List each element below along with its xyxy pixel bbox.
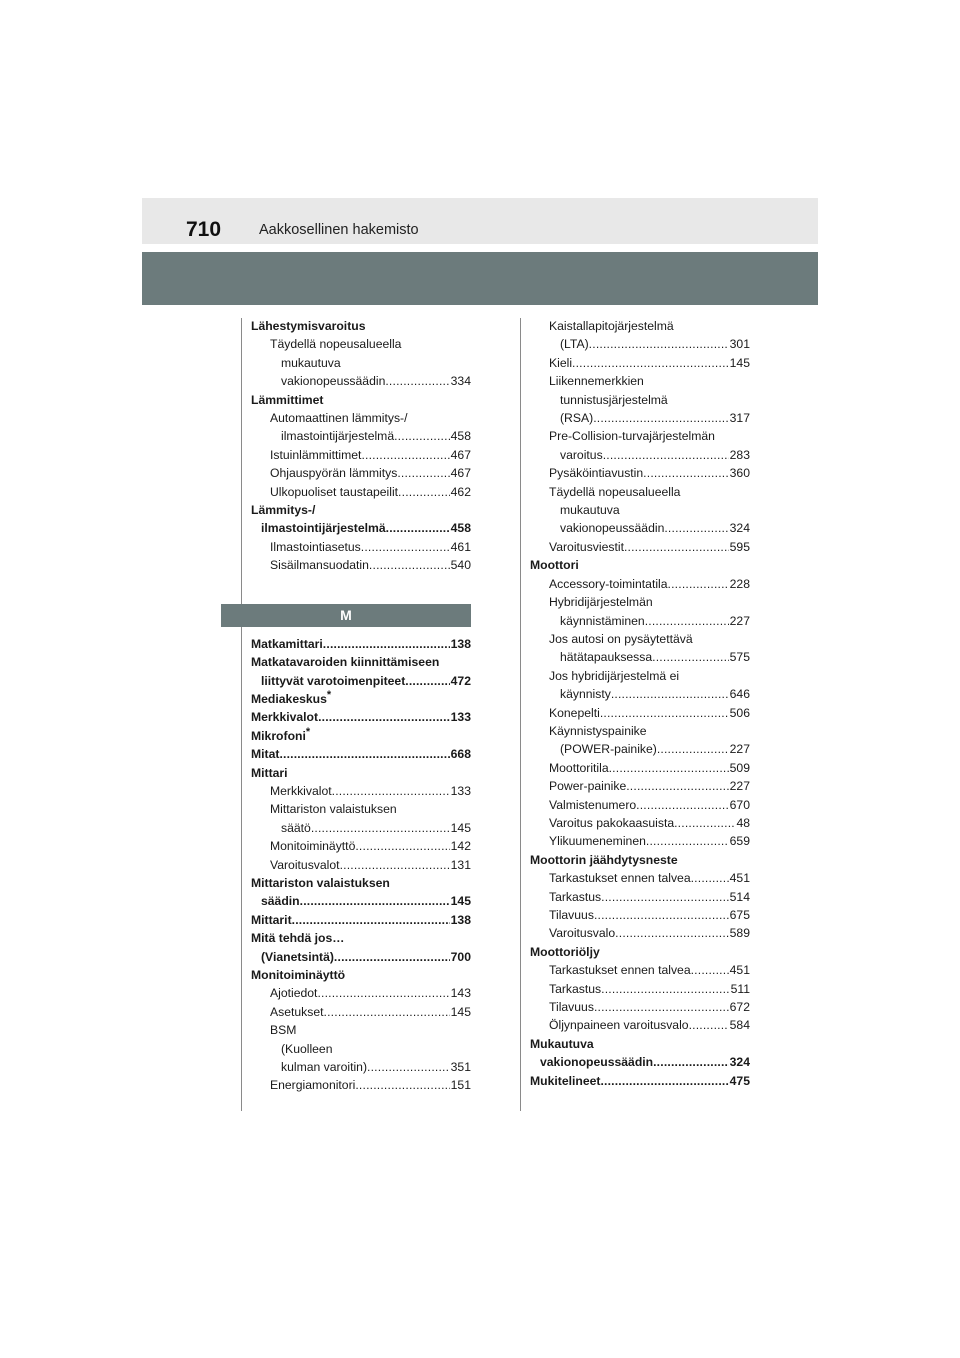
index-subentry: Mittariston valaistuksen <box>270 802 397 817</box>
index-entry[interactable]: Matkamittari . . . 138 <box>251 635 471 653</box>
index-entry[interactable]: Energiamonitori . . . 151 <box>251 1076 471 1094</box>
page-ref: 509 <box>729 760 750 775</box>
page-ref: 145 <box>729 355 750 370</box>
index-heading: Mediakeskus* <box>251 688 332 706</box>
page-ref: 451 <box>729 963 750 978</box>
page-ref: 670 <box>729 797 750 812</box>
page-ref: 334 <box>450 374 471 389</box>
page-number: 710 <box>186 218 222 241</box>
index-entry[interactable]: (POWER-painike) . . . 227 <box>530 740 750 758</box>
page-ref: 475 <box>729 1073 750 1088</box>
index-entry[interactable]: Tarkastus . . . 511 <box>530 980 750 998</box>
index-column-left <box>251 317 471 1095</box>
index-subentry: Käynnistyspainike <box>549 723 647 738</box>
index-entry[interactable]: Istuinlämmittimet . . . 467 <box>251 446 471 464</box>
page-ref: 151 <box>450 1078 471 1093</box>
index-entry[interactable]: Öljynpaineen varoitusvalo . . . 584 <box>530 1016 750 1034</box>
page-ref: 700 <box>450 949 471 964</box>
index-subentry: Täydellä nopeusalueella <box>270 337 402 352</box>
page-ref: 461 <box>450 539 471 554</box>
page-ref: 462 <box>450 484 471 499</box>
page-ref: 142 <box>450 839 471 854</box>
index-subentry: Kaistallapitojärjestelmä <box>549 319 674 333</box>
index-subentry: tunnistusjärjestelmä <box>560 392 668 407</box>
page-ref: 467 <box>450 447 471 462</box>
index-heading: Moottori <box>530 558 579 573</box>
page-ref: 360 <box>729 466 750 481</box>
index-entry[interactable]: Varoitus pakokaasuista . . . 48 <box>530 814 750 832</box>
page-ref: 451 <box>729 871 750 886</box>
page-ref: 646 <box>729 687 750 702</box>
index-entry[interactable]: Tarkastus . . . 514 <box>530 888 750 906</box>
index-heading: Lähestymisvaroitus <box>251 319 366 333</box>
page-ref: 138 <box>450 912 471 927</box>
letter-label: M <box>340 606 352 623</box>
page-ref: 131 <box>450 857 471 872</box>
index-entry[interactable]: Tilavuus . . . 675 <box>530 906 750 924</box>
page-ref: 675 <box>729 908 750 922</box>
page-ref: 48 <box>736 815 750 830</box>
index-heading: Lämmitys-/ <box>251 503 316 518</box>
page-ref: 672 <box>729 1000 750 1015</box>
index-entry[interactable]: Tarkastukset ennen talvea . . . 451 <box>530 961 750 979</box>
page-ref: 133 <box>450 783 471 798</box>
index-subentry: mukautuva <box>560 503 620 518</box>
page-ref: 575 <box>729 650 750 665</box>
column-divider-right <box>520 318 521 1111</box>
index-heading: Mittari <box>251 765 288 780</box>
index-entry[interactable]: Tilavuus . . . 672 <box>530 998 750 1016</box>
asterisk-mark: * <box>326 688 332 701</box>
page-ref: 301 <box>729 337 750 352</box>
index-entry[interactable]: säädin . . . 145 <box>251 892 471 910</box>
index-entry[interactable]: Kieli . . . 145 <box>530 354 750 372</box>
index-heading: Matkatavaroiden kiinnittämiseen <box>251 655 440 670</box>
header-bar <box>142 198 818 244</box>
index-entry[interactable]: Ulkopuoliset taustapeilit . . . 462 <box>251 483 471 501</box>
index-entry[interactable]: ilmastointijärjestelmä . . . 458 <box>251 427 471 445</box>
section-title: Aakkosellinen hakemisto <box>259 222 419 238</box>
page-ref: 458 <box>450 521 471 536</box>
page-ref: 668 <box>450 747 471 762</box>
letter-divider-m <box>221 604 471 627</box>
index-entry[interactable]: Power-painike . . . 227 <box>530 777 750 795</box>
index-entry[interactable]: Valmistenumero . . . 670 <box>530 796 750 814</box>
column-divider-left <box>241 318 242 1111</box>
index-entry[interactable]: Merkkivalot . . . 133 <box>251 782 471 800</box>
index-entry[interactable]: käynnisty . . . 646 <box>530 685 750 703</box>
index-entry[interactable]: Tarkastukset ennen talvea . . . 451 <box>530 869 750 887</box>
index-entry[interactable]: säätö . . . 145 <box>251 819 471 837</box>
index-subentry: Täydellä nopeusalueella <box>549 484 681 499</box>
index-entry[interactable]: Ajotiedot . . . 143 <box>251 984 471 1002</box>
index-entry[interactable]: Mittarit . . . 138 <box>251 911 471 929</box>
page-ref: 595 <box>729 539 750 554</box>
index-entry[interactable]: Ylikuumeneminen . . . 659 <box>530 832 750 850</box>
page-ref: 227 <box>729 613 750 628</box>
page-ref: 659 <box>729 834 750 849</box>
index-entry[interactable]: (Vianetsintä) . . . 700 <box>251 948 471 966</box>
page-ref: 227 <box>729 779 750 794</box>
page-ref: 467 <box>450 466 471 481</box>
index-entry[interactable]: (RSA) . . . 317 <box>530 409 750 427</box>
index-entry[interactable]: ilmastointijärjestelmä . . . 458 <box>251 519 471 537</box>
index-subentry: mukautuva <box>281 355 341 370</box>
index-subentry: Jos hybridijärjestelmä ei <box>549 668 680 683</box>
index-entry[interactable]: vakionopeussäädin . . . 334 <box>251 372 471 390</box>
index-entry[interactable]: Monitoiminäyttö . . . 142 <box>251 837 471 855</box>
page-ref: 540 <box>450 558 471 573</box>
index-heading: Moottorin jäähdytysneste <box>530 852 678 867</box>
index-subentry: (Kuolleen <box>281 1041 333 1056</box>
index-heading: Mukautuva <box>530 1036 594 1051</box>
page-ref: 351 <box>450 1060 471 1075</box>
page-ref: 584 <box>729 1018 750 1033</box>
page-ref: 145 <box>450 1004 471 1019</box>
index-heading: Mittariston valaistuksen <box>251 875 390 890</box>
index-entry[interactable]: hätätapauksessa . . . 575 <box>530 648 750 666</box>
index-entry[interactable]: vakionopeussäädin . . . 324 <box>530 1053 750 1071</box>
index-entry[interactable]: Varoitusvalot . . . 131 <box>251 856 471 874</box>
index-column-right <box>530 317 750 1090</box>
index-heading: Mitä tehdä jos… <box>251 931 345 946</box>
page-ref: 227 <box>729 742 750 757</box>
index-heading: Moottoriöljy <box>530 944 600 959</box>
index-entry[interactable]: varoitus . . . 283 <box>530 446 750 464</box>
index-subentry: Liikennemerkkien <box>549 374 644 389</box>
index-subentry: Jos autosi on pysäytettävä <box>549 631 693 646</box>
page-ref: 514 <box>729 889 750 904</box>
asterisk-mark: * <box>305 725 311 738</box>
page-ref: 317 <box>729 411 750 426</box>
index-entry[interactable]: (LTA) . . . 301 <box>530 335 750 353</box>
page-ref: 283 <box>729 447 750 462</box>
index-heading: Lämmittimet <box>251 392 324 407</box>
index-entry[interactable]: vakionopeussäädin . . . 324 <box>530 519 750 537</box>
index-entry[interactable]: Ilmastointiasetus . . . 461 <box>251 538 471 556</box>
page-ref: 145 <box>450 894 471 909</box>
page-ref: 138 <box>450 636 471 651</box>
index-entry[interactable]: Accessory-toimintatila . . . 228 <box>530 575 750 593</box>
index-subentry: BSM <box>270 1023 297 1038</box>
page-ref: 458 <box>450 429 471 444</box>
page-ref: 145 <box>450 820 471 835</box>
index-entry[interactable]: Asetukset . . . 145 <box>251 1003 471 1021</box>
page-ref: 506 <box>729 705 750 720</box>
index-entry[interactable]: käynnistäminen . . . 227 <box>530 612 750 630</box>
index-entry[interactable]: Ohjauspyörän lämmitys . . . 467 <box>251 464 471 482</box>
index-subentry: Automaattinen lämmitys-/ <box>270 411 408 426</box>
index-heading: Mikrofoni* <box>251 725 311 743</box>
index-entry[interactable]: kulman varoitin) . . . 351 <box>251 1058 471 1076</box>
page-ref: 324 <box>729 1055 750 1070</box>
index-heading: Monitoiminäyttö <box>251 968 346 982</box>
index-entry[interactable]: liittyvät varotoimenpiteet . . . 472 <box>251 672 471 690</box>
index-subentry: Pre-Collision-turvajärjestelmän <box>549 429 715 444</box>
page-ref: 589 <box>729 926 750 941</box>
index-entry[interactable]: Konepelti . . . 506 <box>530 704 750 722</box>
index-entry[interactable]: Varoitusviestit . . . 595 <box>530 538 750 556</box>
page-ref: 324 <box>729 521 750 536</box>
page-ref: 511 <box>730 981 750 996</box>
page-ref: 133 <box>450 710 471 725</box>
page-ref: 143 <box>450 986 471 1001</box>
index-entry[interactable]: Mukitelineet . . . 475 <box>530 1072 750 1090</box>
index-entry[interactable]: Merkkivalot . . . 133 <box>251 708 471 726</box>
page-ref: 472 <box>450 673 471 688</box>
index-entry[interactable]: Mitat . . . 668 <box>251 745 471 763</box>
index-entry[interactable]: Pysäköintiavustin . . . 360 <box>530 464 750 482</box>
index-entry[interactable]: Sisäilmansuodatin . . . 540 <box>251 556 471 574</box>
index-entry[interactable]: Moottoritila . . . 509 <box>530 759 750 777</box>
header-band <box>142 252 818 305</box>
index-subentry: Hybridijärjestelmän <box>549 595 653 610</box>
page-ref: 228 <box>729 576 750 591</box>
index-entry[interactable]: Varoitusvalo . . . 589 <box>530 924 750 942</box>
